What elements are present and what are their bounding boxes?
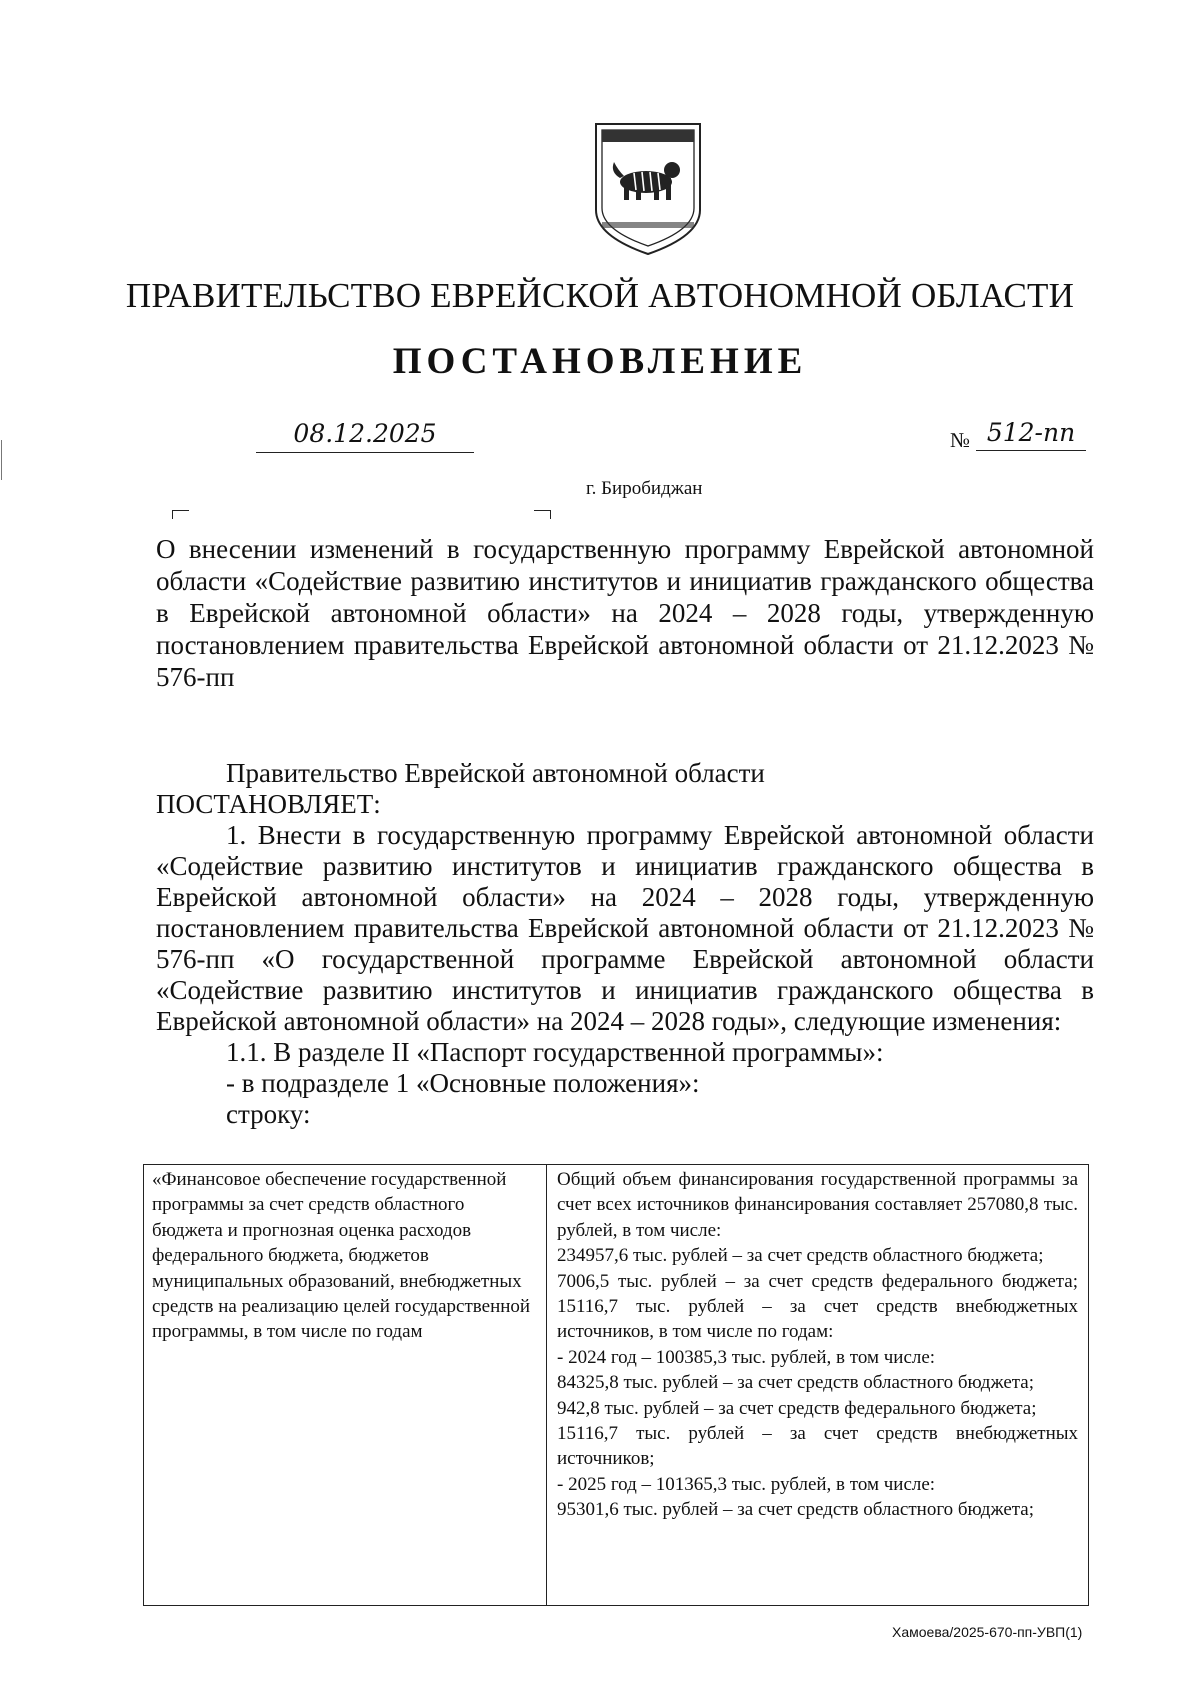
table-cell-values bbox=[547, 1165, 1088, 1605]
table-line: 7006,5 тыс. рублей – за счет средств федерального бюджета; 15116,7 тыс. рублей – за счет средств внебюджетных источников, в том числе по годам: bbox=[557, 1270, 1078, 1343]
item-1-1: 1.1. В разделе II «Паспорт государственной программы»: bbox=[226, 1037, 884, 1067]
table-line: 95301,6 тыс. рублей – за счет средств областного бюджета; bbox=[557, 1499, 1035, 1521]
document-subject: О внесении изменений в государственную программу Еврейской автономной области «Содействие развитию институтов и инициатив гражданского общества в Еврейской автономной области» на 2024 – 2028 годы, утвержденную постановлением правительства Еврейской автономной области от 21.12.2023 № 576-пп bbox=[156, 534, 1094, 692]
subject-corner-right bbox=[534, 510, 551, 519]
number-label: № bbox=[950, 428, 971, 452]
table-line: Общий объем финансирования государственной программы за счет всех источников финансирования составляет 257080,8 тыс. рублей, в том числе: bbox=[557, 1169, 1078, 1241]
document-number: 512-пп bbox=[976, 416, 1086, 451]
document-type: ПОСТАНОВЛЕНИЕ bbox=[392, 341, 808, 382]
financing-table bbox=[143, 1164, 1089, 1606]
document-body bbox=[156, 758, 1094, 1130]
item-1: 1. Внести в государственную программу Еврейской автономной области «Содействие развитию институтов и инициатив гражданского общества в Еврейской автономной области» на 2024 – 2028 годы, утвержденную постановлением правительства Еврейской автономной области от 21.12.2023 № 576-пп «О государственной программе Еврейской автономной области «Содействие развитию институтов и инициатив гражданского общества в Еврейской автономной области» на 2024 – 2028 годы», следующие изменения: bbox=[156, 820, 1094, 1036]
tiger-coat-of-arms-icon bbox=[588, 118, 708, 258]
subject-corner-left bbox=[172, 510, 189, 519]
table-line: 84325,8 тыс. рублей – за счет средств областного бюджета; bbox=[557, 1372, 1035, 1394]
document-date: 08.12.2025 bbox=[256, 416, 474, 453]
table-line: 942,8 тыс. рублей – за счет средств федерального бюджета; bbox=[557, 1397, 1037, 1419]
table-cell-label: «Финансовое обеспечение государственной программы за счет средств областного бюджета и прогнозная оценка расходов федерального бюджета, бюджетов муниципальных образований, внебюджетных средств на реализацию целей государственной программы, в том числе по годам bbox=[144, 1165, 547, 1605]
footer-reference: Хамоева/2025-670-пп-УВП(1) bbox=[892, 1624, 1083, 1640]
table-line: 15116,7 тыс. рублей – за счет средств внебюджетных источников; bbox=[557, 1423, 1078, 1470]
scan-edge-mark bbox=[1, 440, 2, 480]
table-line: - 2025 год – 101365,3 тыс. рублей, в том числе: bbox=[557, 1473, 936, 1495]
intro-line-1: Правительство Еврейской автономной области bbox=[226, 758, 765, 788]
table-line: 234957,6 тыс. рублей – за счет средств областного бюджета; bbox=[557, 1245, 1044, 1267]
government-title: ПРАВИТЕЛЬСТВО ЕВРЕЙСКОЙ АВТОНОМНОЙ ОБЛАСТИ bbox=[125, 276, 1075, 315]
intro-line-2: ПОСТАНОВЛЯЕТ: bbox=[156, 789, 381, 819]
city: г. Биробиджан bbox=[586, 478, 703, 499]
subsection-line: - в подразделе 1 «Основные положения»: bbox=[226, 1068, 700, 1098]
row-label: строку: bbox=[226, 1099, 311, 1129]
table-line: - 2024 год – 100385,3 тыс. рублей, в том числе: bbox=[557, 1346, 936, 1368]
